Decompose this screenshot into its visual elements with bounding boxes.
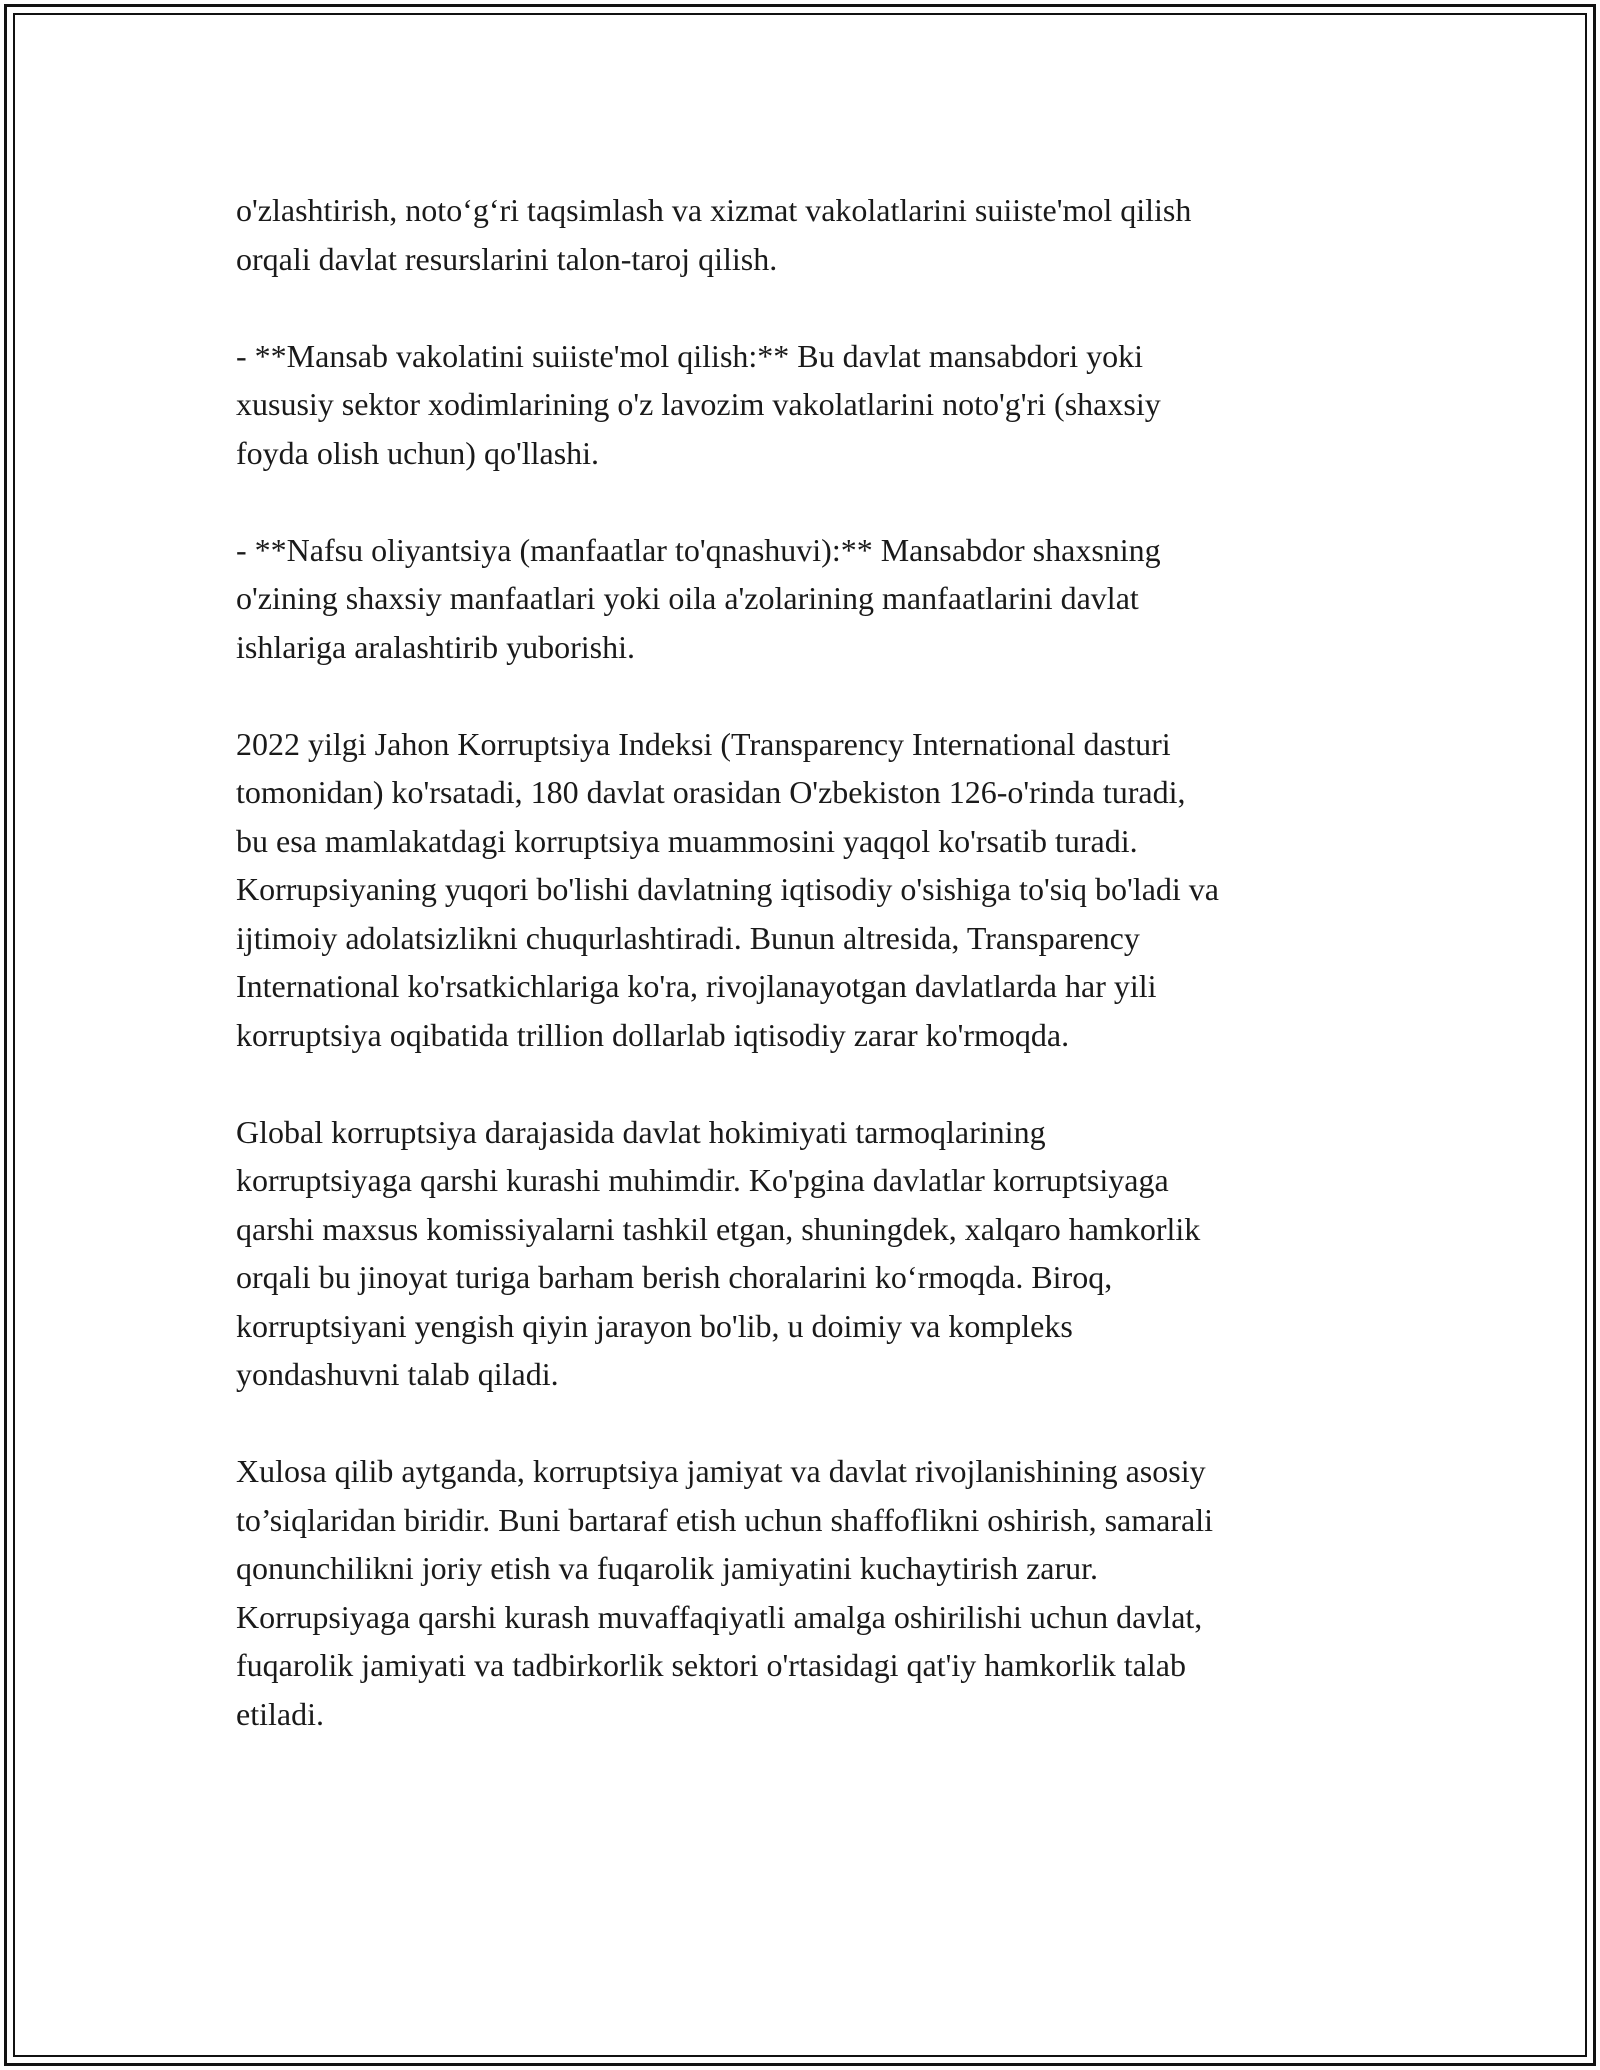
paragraph-corruption-index: 2022 yilgi Jahon Korruptsiya Indeksi (Transparency International dasturi tomonidan) ko'rsatadi, 180 davlat orasidan O'zbekiston 126-o'rinda turadi, bu esa mamlakatdagi korruptsiya muammosini yaqqol ko'rsatib turadi. Korrupsiyaning yuqori bo'lishi davlatning iqtisodiy o'sishiga to'siq bo'ladi va ijtimoiy adolatsizlikni chuqurlashtiradi. Bunun altresida, Transparency International ko'rsatkichlariga ko'ra, rivojlanayotgan davlatlarda har yili korruptsiya oqibatida trillion dollarlab iqtisodiy zarar ko'rmoqda. — [236, 725, 1219, 1053]
paragraph-conclusion: Xulosa qilib aytganda, korruptsiya jamiyat va davlat rivojlanishining asosiy to’siqlaridan biridir. Buni bartaraf etish uchun shaffoflikni oshirish, samarali qonunchilikni joriy etish va fuqarolik jamiyatini kuchaytirish zarur. Korrupsiyaga qarshi kurash muvaffaqiyatli amalga oshirilishi uchun davlat, fuqarolik jamiyati va tadbirkorlik sektori o'rtasidagi qat'iy hamkorlik talab etiladi. — [236, 1453, 1213, 1732]
document-body — [236, 186, 1366, 1738]
paragraph-conflict-of-interest: - **Nafsu oliyantsiya (manfaatlar to'qnashuvi):** Mansabdor shaxsning o'zining shaxsiy manfaatlari yoki oila a'zolarining manfaatlarini davlat ishlariga aralashtirib yuborishi. — [236, 531, 1161, 665]
paragraph-global-corruption: Global korruptsiya darajasida davlat hokimiyati tarmoqlarining korruptsiyaga qarshi kurashi muhimdir. Ko'pgina davlatlar korruptsiyaga qarshi maxsus komissiyalarni tashkil etgan, shuningdek, xalqaro hamkorlik orqali bu jinoyat turiga barham berish choralarini ko‘rmoqda. Biroq, korruptsiyani yengish qiyin jarayon bo'lib, u doimiy va kompleks yondashuvni talab qiladi. — [236, 1113, 1201, 1392]
paragraph-abuse-of-office: - **Mansab vakolatini suiiste'mol qilish:** Bu davlat mansabdori yoki xususiy sektor xodimlarining o'z lavozim vakolatlarini noto'g'ri (shaxsiy foyda olish uchun) qo'llashi. — [236, 337, 1161, 471]
paragraph-resource-misappropriation: o'zlashtirish, noto‘g‘ri taqsimlash va xizmat vakolatlarini suiiste'mol qilish orqali davlat resurslarini talon-taroj qilish. — [236, 192, 1192, 277]
